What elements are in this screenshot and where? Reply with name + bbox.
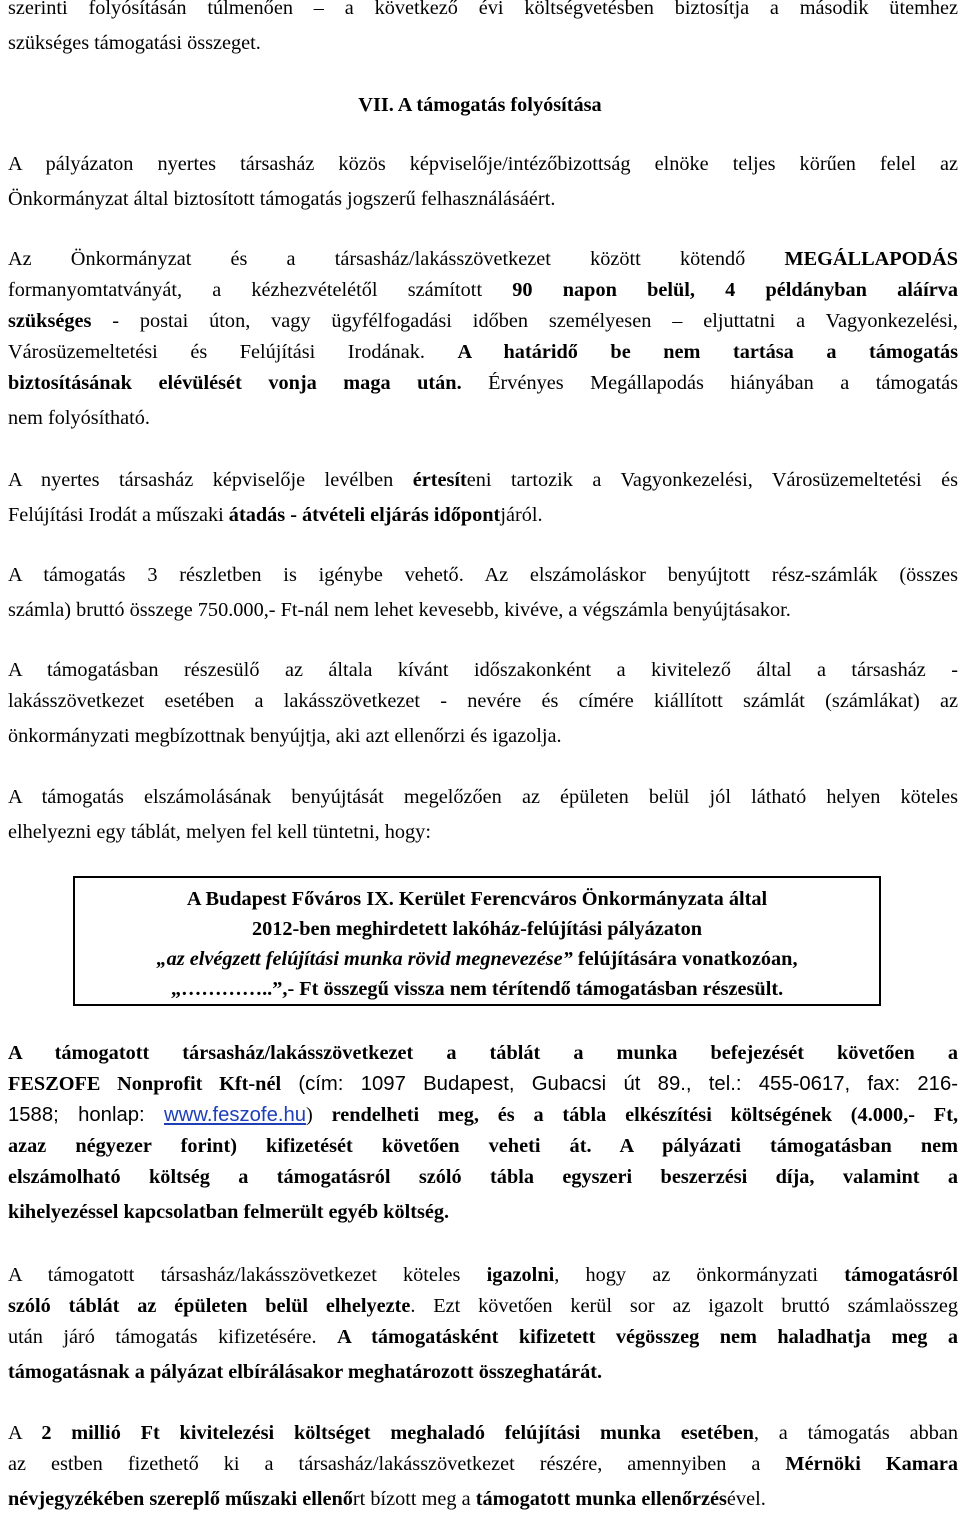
bold-span: átadás - átvételi eljárás időpont	[228, 504, 501, 526]
text-span: - postai úton, vagy ügyfélfogadási időben személyesen – eljuttatni a Vagyonkezelési,	[91, 310, 958, 332]
bold-span: 90 napon belül, 4 példányban aláírva	[512, 279, 958, 301]
text-span: )	[306, 1104, 332, 1126]
text-span: A nyertes társasház képviselője levélben	[8, 469, 413, 491]
text-line	[8, 1073, 958, 1104]
text-line: számla) bruttó összege 750.000,- Ft-nál nem lehet kevesebb, kivéve, a végszámla benyújtásakor.	[8, 599, 791, 621]
bold-span: névjegyzékében szereplő műszaki ellenő	[8, 1488, 353, 1510]
paragraph-engineer	[8, 1422, 958, 1515]
text-line: támogatásnak a pályázat elbírálásakor meghatározott összeghatárát.	[8, 1361, 603, 1383]
text-span: A	[8, 1422, 42, 1444]
text-span: Felújítási Irodát a műszaki	[8, 504, 229, 526]
paragraph-invoices	[8, 659, 958, 752]
text-line: Önkormányzat által biztosított támogatás jogszerű felhasználásáért.	[8, 188, 556, 210]
sign-line: A Budapest Főváros IX. Kerület Ferencváros Önkormányzata által	[186, 888, 768, 910]
text-span: 1588; honlap:	[8, 1104, 164, 1126]
text-line: kihelyezéssel kapcsolatban felmerült egyéb költség.	[8, 1201, 450, 1223]
text-line	[8, 1422, 958, 1453]
paragraph-verification	[8, 1264, 958, 1388]
text-span: járól.	[500, 504, 543, 526]
text-span: (cím: 1097 Budapest, Gubacsi út 89., tel.: 455-0617, fax: 216-	[281, 1073, 958, 1095]
text-line	[8, 1326, 958, 1357]
text-line	[8, 248, 958, 279]
bold-span: támogatott munka ellenőrzés	[475, 1488, 727, 1510]
bold-span: támogatásról	[844, 1264, 958, 1286]
bold-span: A határidő be nem tartása a támogatás	[457, 341, 958, 363]
paragraph-installments	[8, 564, 958, 626]
bold-span: értesít	[412, 469, 467, 491]
bold-span: FESZOFE Nonprofit Kft-nél	[8, 1073, 282, 1095]
text-line	[8, 279, 958, 310]
text-line: önkormányzati megbízottnak benyújtja, aki azt ellenőrzi és igazolja.	[8, 725, 562, 747]
text-span: után járó támogatás kifizetésére.	[8, 1326, 338, 1348]
text-span: A támogatott társasház/lakásszövetkezet köteles	[8, 1264, 487, 1286]
paragraph-responsibility	[8, 153, 958, 215]
section-title: VII. A támogatás folyósítása	[358, 94, 602, 116]
text-line: elhelyezni egy táblát, melyen fel kell tüntetni, hogy:	[8, 821, 431, 843]
text-line: A támogatott társasház/lakásszövetkezet a táblát a munka befejezését követően a	[8, 1042, 958, 1064]
text-line: A pályázaton nyertes társasház közös képviselője/intézőbizottság elnöke teljes körűen felel az	[8, 153, 958, 175]
bold-span: MEGÁLLAPODÁS	[784, 248, 958, 270]
text-line	[8, 1295, 958, 1326]
bold-span: igazolni	[486, 1264, 555, 1286]
text-span: eni tartozik a Vagyonkezelési, Városüzemeltetési és	[466, 469, 958, 491]
text-line	[8, 1264, 958, 1295]
sign-line: „…………..”,- Ft összegű vissza nem térítendő támogatásban részesült.	[170, 978, 784, 1000]
paragraph-feszofe	[8, 1042, 958, 1228]
sign-text-box	[73, 876, 881, 1006]
text-span: Városüzemeltetési és Felújítási Irodának.	[8, 341, 458, 363]
text-line	[8, 1104, 958, 1135]
text-line	[8, 500, 958, 531]
text-span: Az Önkormányzat és a társasház/lakásszövetkezet között kötendő	[8, 248, 785, 270]
text-span: Érvényes Megállapodás hiányában a támogatás	[461, 372, 958, 394]
text-line: szükséges támogatási összeget.	[8, 32, 261, 54]
text-span: az estben fizethető ki a társasház/lakásszövetkezet részére, amennyiben a	[8, 1453, 786, 1475]
paragraph-sign-requirement	[8, 786, 958, 848]
website-link[interactable]: www.feszofe.hu	[164, 1104, 307, 1126]
text-span: ével.	[726, 1488, 766, 1510]
paragraph-agreement	[8, 248, 958, 434]
text-line: lakásszövetkezet esetében a lakásszövetkezet - nevére és címére kiállított számlát (számlákat) az	[8, 690, 958, 712]
sign-line	[75, 944, 879, 974]
text-span: . Ezt követően kerül sor az igazolt bruttó számlaösszeg	[410, 1295, 958, 1317]
text-span: formanyomtatványát, a kézhezvételétől számított	[8, 279, 513, 301]
text-line	[8, 1484, 958, 1515]
text-line	[8, 341, 958, 372]
text-line: A támogatás elszámolásának benyújtását megelőzően az épületen belül jól látható helyen köteles	[8, 786, 958, 808]
text-span: rt bízott meg a	[352, 1488, 476, 1510]
text-span: , a támogatás abban	[753, 1422, 958, 1444]
text-line: A támogatásban részesülő az általa kívánt időszakonként a kivitelező által a társasház -	[8, 659, 958, 681]
bold-span: szükséges	[8, 310, 92, 332]
sign-line: 2012-ben meghirdetett lakóház-felújítási pályázaton	[251, 918, 703, 940]
text-span: , hogy az önkormányzati	[554, 1264, 845, 1286]
text-line	[8, 1453, 958, 1484]
bold-span: biztosításának elévülését vonja maga után.	[8, 372, 462, 394]
text-line: azaz négyezer forint) kifizetését követően veheti át. A pályázati támogatásban nem	[8, 1135, 958, 1157]
bold-span: A támogatásként kifizetett végösszeg nem haladhatja meg a	[337, 1326, 958, 1348]
text-line: A támogatás 3 részletben is igénybe vehető. Az elszámoláskor benyújtott rész-számlák (összes	[8, 564, 958, 586]
text-line	[8, 372, 958, 403]
text-span: felújítására vonatkozóan,	[572, 948, 798, 970]
text-line: szerinti folyósításán túlmenően – a következő évi költségvetésben biztosítja a második ütemhez	[8, 0, 958, 19]
bold-span: rendelheti meg, és a tábla elkészítési költségének (4.000,- Ft,	[331, 1104, 958, 1126]
paragraph-notification	[8, 469, 958, 531]
text-line	[8, 310, 958, 341]
text-line: elszámolható költség a támogatásról szóló tábla egyszeri beszerzési díja, valamint a	[8, 1166, 958, 1188]
text-line: nem folyósítható.	[8, 407, 150, 429]
bold-span: 2 millió Ft kivitelezési költséget meghaladó felújítási munka esetében	[41, 1422, 754, 1444]
intro-paragraph	[8, 0, 958, 59]
bold-span: szóló táblát az épületen belül elhelyezte	[8, 1295, 411, 1317]
bold-span: Mérnöki Kamara	[785, 1453, 958, 1475]
text-line	[8, 469, 958, 500]
italic-span: „az elvégzett felújítási munka rövid megnevezése”	[156, 948, 573, 970]
